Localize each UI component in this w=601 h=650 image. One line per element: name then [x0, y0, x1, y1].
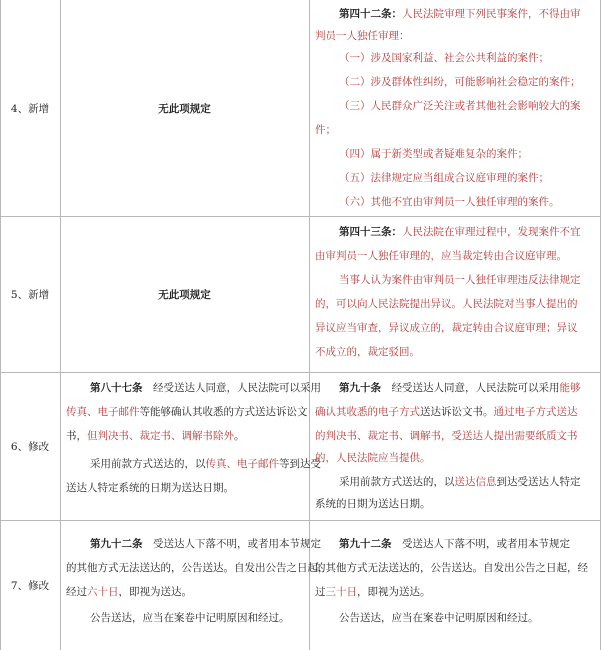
provision-line [339, 224, 581, 240]
provision-line [315, 404, 578, 420]
provision-text: ，即视为送达。 [118, 586, 192, 598]
provision-line [315, 320, 578, 336]
provision-line [315, 450, 431, 466]
amended-text: 送达信息 [454, 476, 497, 488]
row-label: 6、修改 [10, 440, 50, 453]
amended-text: 当事人认为案件由审判员一人独任审理违反法律规定 [339, 274, 581, 286]
amended-text: （六）其他不宜由审判员一人独任审理的案件。 [339, 196, 560, 208]
amended-text: （五）法律规定应当组成合议庭审理的案件； [339, 172, 549, 184]
provision-line [315, 248, 567, 264]
provision-text: 采用前款方式送达的，以 [339, 476, 455, 488]
amended-text: （四）属于新类型或者疑难复杂的案件； [339, 148, 528, 160]
row-label: 7、修改 [10, 579, 50, 592]
provision-text: 的其他方式无法送达的，公告送达。自发出公告之日起， [66, 562, 329, 574]
article-number: 第八十七条 [90, 382, 143, 394]
provision-line [66, 428, 245, 444]
table-row [0, 0, 601, 216]
amended-text: 不成立的，裁定驳回。 [315, 346, 420, 358]
amended-text: 由审判员一人独任审理的，应当裁定转由合议庭审理。 [315, 250, 567, 262]
provision-line [315, 344, 420, 360]
provision-line [90, 536, 321, 552]
amended-text: 三十日 [325, 586, 357, 598]
table-row [0, 216, 601, 372]
new-provision-cell [309, 216, 601, 372]
provision-text: 送达诉讼文书。 [420, 406, 494, 418]
provision-line [339, 194, 560, 210]
new-provision-cell [309, 0, 601, 216]
amended-text: 异议应当审查，异议成立的，裁定转由合议庭审理；异议 [315, 322, 578, 334]
provision-text: 等能够确认其收悉的方式送达诉讼文 [139, 406, 308, 418]
amended-text: 的，人民法院应当提供。 [315, 452, 431, 464]
provision-text: 过 [315, 586, 326, 598]
article-number: 第四十二条： [339, 8, 402, 20]
row-label: 4、新增 [10, 102, 50, 115]
provision-text: 公告送达，应当在案卷中记明原因和经过。 [339, 612, 539, 624]
provision-text: ，即视为送达。 [357, 586, 431, 598]
amended-text: 的判决书、裁定书、调解书，受送达人提出需要纸质文书 [315, 430, 578, 442]
provision-text: 经过 [66, 586, 87, 598]
provision-line [315, 428, 578, 444]
provision-line [339, 170, 549, 186]
table-row [0, 372, 601, 520]
amended-text: 人民法院审理下列民事案件，不得由审 [402, 8, 581, 20]
provision-line [90, 610, 290, 626]
amended-text: （三）人民群众广泛关注或者其他社会影响较大的案 [339, 100, 581, 112]
row-label: 5、新增 [10, 288, 50, 301]
table-row [0, 520, 601, 650]
provision-text: 经受送达人同意，人民法院可以采用 [381, 382, 560, 394]
provision-line [339, 536, 570, 552]
amended-text: 件； [315, 124, 336, 136]
amended-text: （二）涉及群体性纠纷，可能影响社会稳定的案件； [339, 76, 581, 88]
provision-line [339, 272, 581, 288]
provision-text: 公告送达，应当在案卷中记明原因和经过。 [90, 612, 290, 624]
provision-line [315, 584, 431, 600]
old-provision-cell [60, 520, 329, 650]
provision-line [90, 456, 321, 472]
provision-line [339, 50, 549, 66]
old-provision-cell [60, 372, 321, 520]
provision-line [315, 28, 410, 44]
amended-text: 但判决书、裁定书、调解书除外 [87, 430, 234, 442]
article-number: 第九十二条 [339, 538, 392, 550]
provision-text: 的其他方式无法送达的，公告送达。自发出公告之日起，经 [315, 562, 588, 574]
old-provision-cell: 无此项规定 [158, 102, 211, 115]
article-number: 第九十条 [339, 382, 381, 394]
provision-line [339, 6, 581, 22]
provision-line [339, 146, 528, 162]
provision-text: 等到达受 [279, 458, 321, 470]
amended-text: 传真、电子邮件 [66, 406, 140, 418]
amended-text: 确认其收悉的电子方式 [315, 406, 420, 418]
provision-line [66, 584, 192, 600]
provision-text: 送达人特定系统的日期为送达日期。 [66, 482, 234, 494]
provision-text: 受送达人下落不明，或者用本节规定 [391, 538, 570, 550]
amended-text: （一）涉及国家利益、社会公共利益的案件； [339, 52, 549, 64]
provision-text: 受送达人下落不明，或者用本节规定 [142, 538, 321, 550]
new-provision-cell [309, 372, 601, 520]
provision-text: 。 [234, 430, 245, 442]
provision-line [339, 380, 581, 396]
provision-line [66, 480, 234, 496]
provision-line [66, 560, 329, 576]
provision-line [315, 296, 578, 312]
provision-line [315, 496, 431, 512]
amended-text: 六十日 [87, 586, 119, 598]
provision-line [90, 380, 321, 396]
amended-text: 传真、电子邮件 [205, 458, 279, 470]
amended-text: 通过电子方式送达 [493, 406, 578, 418]
amended-text: 判员一人独任审理： [315, 30, 410, 42]
provision-line [339, 610, 539, 626]
amended-text: 的，可以向人民法院提出异议。人民法院对当事人提出的 [315, 298, 578, 310]
provision-text: 采用前款方式送达的，以 [90, 458, 206, 470]
old-provision-cell: 无此项规定 [158, 288, 211, 301]
amended-text: 人民法院在审理过程中，发现案件不宜 [402, 226, 581, 238]
provision-line [339, 74, 581, 90]
provision-text: 书， [66, 430, 87, 442]
article-number: 第四十三条： [339, 226, 402, 238]
provision-line [339, 474, 581, 490]
provision-line [315, 560, 588, 576]
provision-text: 系统的日期为送达日期。 [315, 498, 431, 510]
amended-text: 能够 [559, 382, 581, 394]
article-number: 第九十二条 [90, 538, 143, 550]
provision-line [339, 98, 581, 114]
provision-line [315, 122, 336, 138]
provision-line [66, 404, 308, 420]
provision-text: 经受送达人同意，人民法院可以采用 [142, 382, 321, 394]
provision-text: 到达受送达人特定 [496, 476, 581, 488]
new-provision-cell [309, 520, 601, 650]
